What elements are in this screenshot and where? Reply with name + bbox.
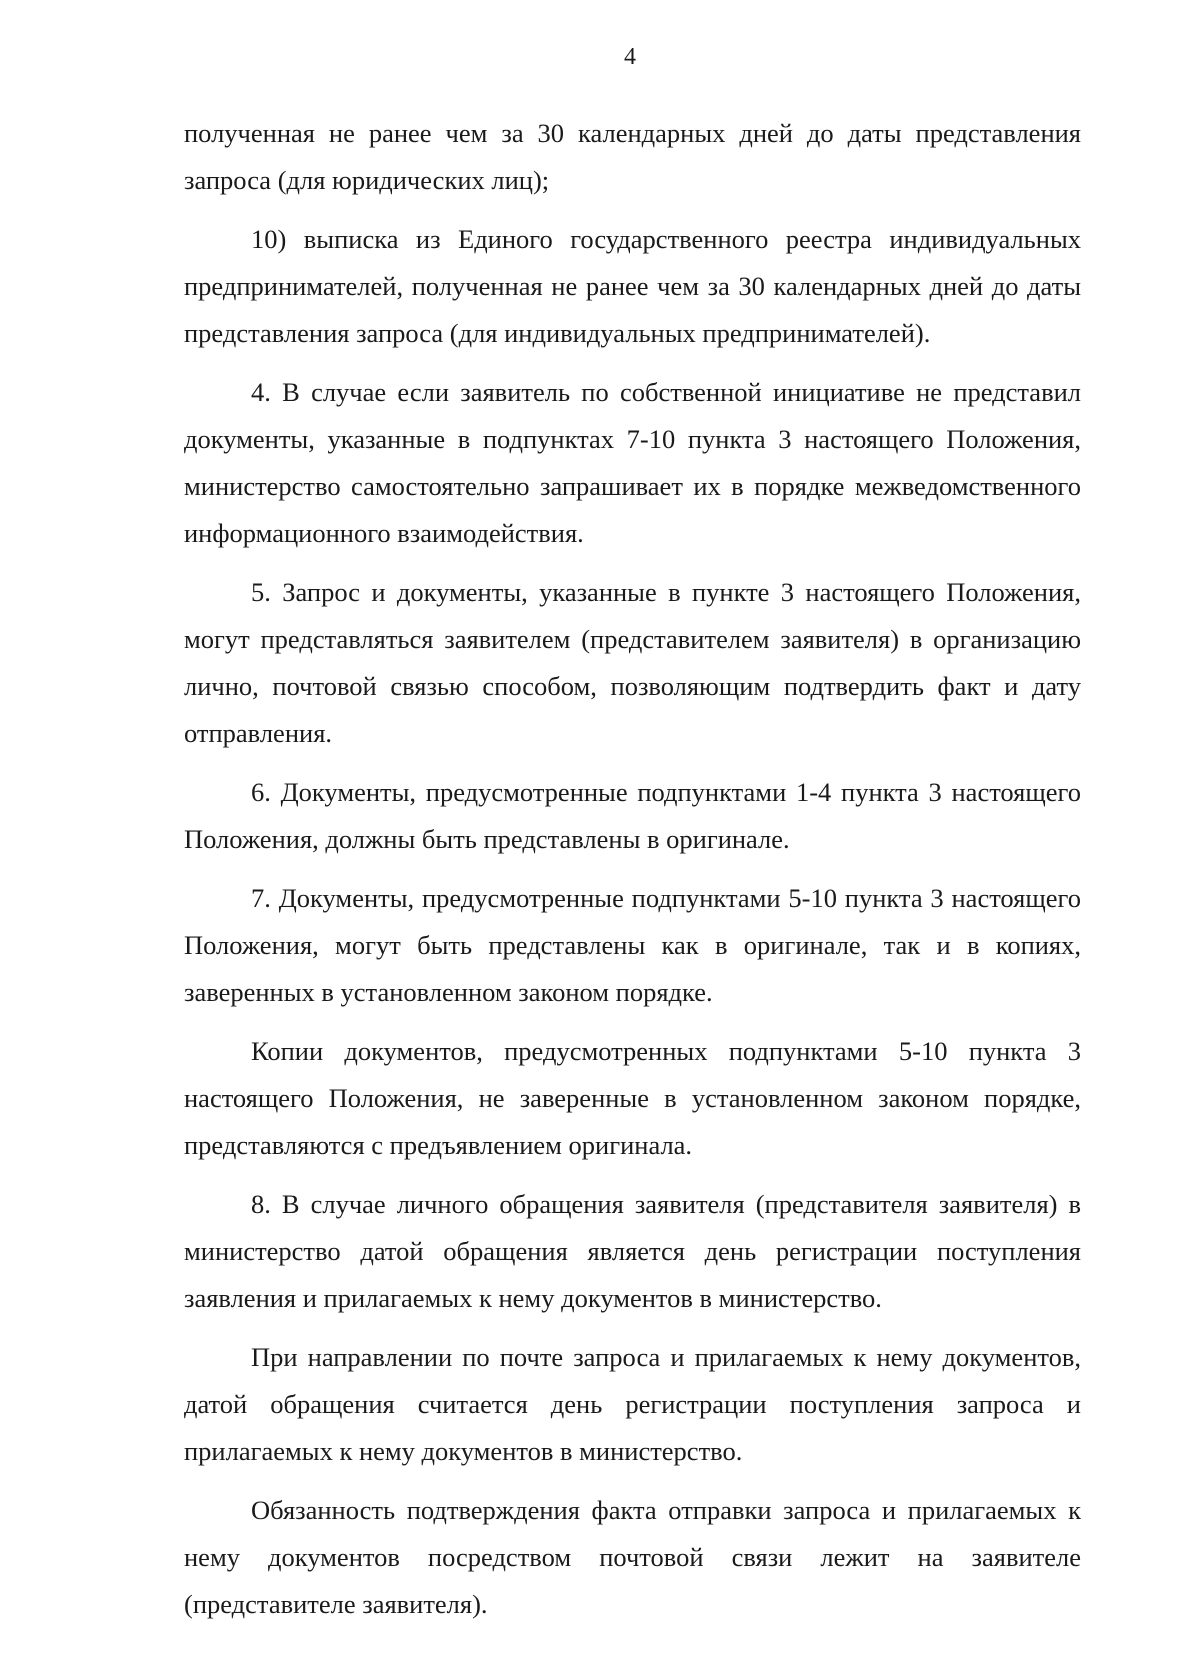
paragraph-continuation: полученная не ранее чем за 30 календарных дней до даты представления запроса (для юридических лиц); <box>184 118 1081 195</box>
paragraph-8: 8. В случае личного обращения заявителя (представителя заявителя) в министерство датой обращения является день регистрации поступления заявления и прилагаемых к нему документов в министерство. <box>184 1189 1081 1313</box>
paragraph-8-obligation: Обязанность подтверждения факта отправки запроса и прилагаемых к нему документов посредством почтовой связи лежит на заявителе (представителе заявителя). <box>184 1495 1081 1619</box>
page-number: 4 <box>624 44 636 70</box>
paragraph-6: 6. Документы, предусмотренные подпунктами 1-4 пункта 3 настоящего Положения, должны быть представлены в оригинале. <box>184 777 1081 854</box>
paragraph-7: 7. Документы, предусмотренные подпунктами 5-10 пункта 3 настоящего Положения, могут быть представлены как в оригинале, так и в копиях, заверенных в установленном законом порядке. <box>184 883 1081 1007</box>
paragraph-4: 4. В случае если заявитель по собственной инициативе не представил документы, указанные в подпунктах 7-10 пункта 3 настоящего Положения, министерство самостоятельно запрашивает их в порядке межведомственного информационного взаимодействия. <box>184 377 1081 548</box>
paragraph-8-mail: При направлении по почте запроса и прилагаемых к нему документов, датой обращения считается день регистрации поступления запроса и прилагаемых к нему документов в министерство. <box>184 1342 1081 1466</box>
paragraph-5: 5. Запрос и документы, указанные в пункте 3 настоящего Положения, могут представляться заявителем (представителем заявителя) в организацию лично, почтовой связью способом, позволяющим подтвердить факт и дату отправления. <box>184 577 1081 748</box>
document-body <box>184 110 1081 1640</box>
paragraph-7-copies: Копии документов, предусмотренных подпунктами 5-10 пункта 3 настоящего Положения, не заверенные в установленном законом порядке, представляются с предъявлением оригинала. <box>184 1036 1081 1160</box>
paragraph-item-10: 10) выписка из Единого государственного реестра индивидуальных предпринимателей, полученная не ранее чем за 30 календарных дней до даты представления запроса (для индивидуальных предпринимателей). <box>184 224 1081 348</box>
